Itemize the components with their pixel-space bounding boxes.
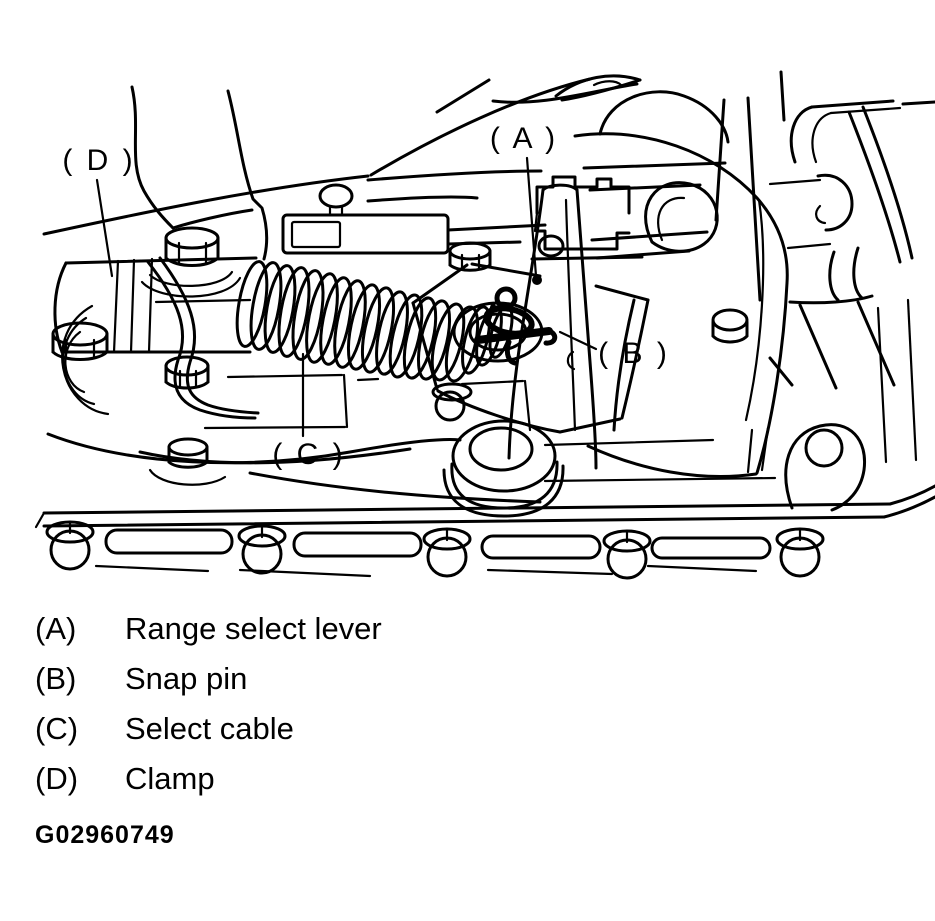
legend-row-d — [35, 761, 382, 811]
callout-A: ( A ) — [489, 122, 559, 155]
legend-row-b — [35, 661, 382, 711]
legend-key-d: (D) — [35, 761, 79, 796]
legend-key-b: (B) — [35, 661, 77, 696]
rail-bolt — [777, 529, 823, 576]
callout-D: ( D ) — [62, 144, 136, 177]
transmission-case — [575, 98, 787, 476]
legend-label-a: Range select lever — [125, 611, 382, 646]
legend-row-c — [35, 711, 382, 761]
upper-right-details — [770, 72, 935, 462]
cable-clamp — [55, 228, 256, 352]
legend-label-b: Snap pin — [125, 661, 248, 696]
legend-label-d: Clamp — [125, 761, 215, 796]
figure-code: G02960749 — [35, 821, 175, 849]
valve-cover-rail — [36, 425, 935, 578]
legend-key-a: (A) — [35, 611, 77, 646]
rail-bolt — [239, 526, 285, 573]
legend-key-c: (C) — [35, 711, 79, 746]
legend-label-c: Select cable — [125, 711, 294, 746]
range-select-lever — [444, 185, 596, 516]
legend-row-a — [35, 611, 382, 661]
rail-bolt — [424, 529, 470, 576]
mount-plate — [283, 185, 545, 253]
rail-bolt — [604, 531, 650, 578]
legend — [35, 611, 382, 811]
callout-C: ( C ) — [272, 438, 346, 471]
callout-B: ( B ) — [598, 337, 670, 370]
block-step-lines — [205, 375, 530, 430]
rail-bolt — [47, 522, 93, 569]
